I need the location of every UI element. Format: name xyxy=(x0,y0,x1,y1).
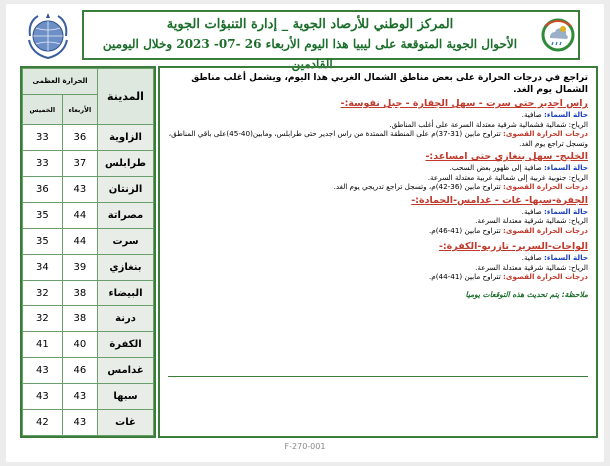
wmo-logo-icon xyxy=(24,10,72,62)
weather-center-logo-icon xyxy=(536,12,580,58)
header-box xyxy=(82,10,580,71)
max-temp-header: الحرارة العظمى xyxy=(23,69,98,95)
temp-label: درجات الحرارة القصوى: xyxy=(503,182,588,191)
wind-value: شمالية شرقية معتدلة السرعة. xyxy=(475,262,567,272)
table-row xyxy=(23,176,154,202)
temp-value: تتراوح مابين (31-37)م على المنطقة الممتدة من راس اجدير حتى طرابلس، ومابين(40-45)على باقي المناطق، وتسجل تراجع يوم الغد. xyxy=(168,129,588,148)
sky-label: حالة السماء: xyxy=(544,110,588,119)
table-row xyxy=(23,306,154,332)
divider xyxy=(168,376,588,377)
wed-temp-cell: 43 xyxy=(62,410,97,436)
table-row xyxy=(23,410,154,436)
city-cell: درنة xyxy=(98,306,154,332)
wed-temp-cell: 46 xyxy=(62,358,97,384)
sky-value: صافية إلى ظهور بعض السحب. xyxy=(449,163,542,172)
temp-value: تتراوح مابين (36-42)م، وتسجل تراجع تدريجي يوم الغد. xyxy=(333,182,501,191)
wed-temp-cell: 37 xyxy=(62,151,97,177)
note-label: ملاحظة: xyxy=(561,289,588,299)
wed-temp-cell: 39 xyxy=(62,254,97,280)
city-cell: سرت xyxy=(98,228,154,254)
forecast-section-oases xyxy=(166,241,588,282)
table-row xyxy=(23,332,154,358)
sky-label: حالة السماء: xyxy=(544,163,588,172)
thu-temp-cell: 35 xyxy=(23,228,63,254)
wind-label: الرياح: xyxy=(568,119,588,129)
page-title: المركز الوطني للأرصاد الجوية _ إدارة التنبؤات الجوية xyxy=(166,17,454,32)
sky-value: صافية. xyxy=(521,253,542,262)
thu-temp-cell: 34 xyxy=(23,254,63,280)
region-title: راس اجدير حتى سرت - سهل الجفارة - جبل نفوسة:- xyxy=(340,98,588,109)
region-title: الواحات-السرير- تازربو-الكفرة:- xyxy=(438,241,588,252)
city-cell: غدامس xyxy=(98,358,154,384)
table-row xyxy=(23,228,154,254)
thu-temp-cell: 32 xyxy=(23,280,63,306)
wed-temp-cell: 40 xyxy=(62,332,97,358)
table-row xyxy=(23,151,154,177)
thu-temp-cell: 43 xyxy=(23,358,63,384)
update-note xyxy=(166,290,588,299)
sky-value: صافية. xyxy=(521,110,542,119)
wind-value: شمالية شرقية معتدلة السرعة. xyxy=(475,216,567,225)
region-title: الخليج- سهل بنغازي حتى امساعد:- xyxy=(425,151,588,162)
temp-value: تتراوح مابين (41-44)م. xyxy=(428,272,501,281)
wed-temp-cell: 38 xyxy=(62,280,97,306)
sky-value: صافية. xyxy=(521,206,542,216)
forecast-section-gulf xyxy=(166,151,588,192)
forecast-intro: تراجع في درجات الحرارة على بعض مناطق الشمال الغربي هذا اليوم، ويشمل أغلب مناطق الشمال يوم الغد. xyxy=(191,73,588,95)
city-cell: مصراتة xyxy=(98,202,154,228)
city-cell: طرابلس xyxy=(98,151,154,177)
wed-temp-cell: 38 xyxy=(62,306,97,332)
wed-temp-cell: 36 xyxy=(62,125,97,151)
table-row xyxy=(23,280,154,306)
sky-label: حالة السماء: xyxy=(544,253,588,262)
thu-temp-cell: 41 xyxy=(23,332,63,358)
wind-label: الرياح: xyxy=(568,216,588,225)
temp-label: درجات الحرارة القصوى: xyxy=(503,225,588,235)
wind-value: جنوبية غربية إلى شمالية غربية معتدلة السرعة. xyxy=(427,172,567,182)
thu-temp-cell: 35 xyxy=(23,202,63,228)
thu-temp-cell: 42 xyxy=(23,410,63,436)
temp-label: درجات الحرارة القصوى: xyxy=(503,129,588,138)
forecast-section-northwest xyxy=(166,98,588,148)
city-cell: سبها xyxy=(98,384,154,410)
thu-temp-cell: 32 xyxy=(23,306,63,332)
table-row xyxy=(23,125,154,151)
table-row xyxy=(23,358,154,384)
table-row xyxy=(23,384,154,410)
sky-label: حالة السماء: xyxy=(544,206,588,216)
thu-temp-cell: 33 xyxy=(23,151,63,177)
dash-mark: _ xyxy=(172,368,176,377)
forecast-section-south xyxy=(166,195,588,236)
wed-temp-cell: 44 xyxy=(62,202,97,228)
table-row xyxy=(23,254,154,280)
wind-value: شمالية فشمالية شرقية معتدلة السرعة على أغلب المناطق. xyxy=(389,119,567,129)
wind-label: الرياح: xyxy=(568,262,588,272)
city-cell: بنغازي xyxy=(98,254,154,280)
city-column-header: المدينة xyxy=(98,69,154,125)
note-text: يتم تحديث هذه التوقعات يوميا xyxy=(465,289,560,299)
thu-temp-cell: 36 xyxy=(23,176,63,202)
page-subtitle: الأحوال الجوية المتوقعة على ليبيا هذا اليوم الأربعاء 26 -07- 2023 وخلال اليومين القادمين. xyxy=(102,37,518,71)
temp-label: درجات الحرارة القصوى: xyxy=(503,272,588,281)
wed-temp-cell: 44 xyxy=(62,228,97,254)
document-page xyxy=(6,4,604,462)
thu-temp-cell: 33 xyxy=(23,125,63,151)
max-temp-table xyxy=(20,66,156,438)
thu-temp-cell: 43 xyxy=(23,384,63,410)
city-cell: غات xyxy=(98,410,154,436)
day1-header: الأربعاء xyxy=(62,94,97,124)
region-title: الجفرة-سبها- غات - غدامس-الحمادة:- xyxy=(411,194,588,206)
day2-header: الخميس xyxy=(23,94,63,124)
city-cell: الزاوية xyxy=(98,125,154,151)
temp-value: تتراوح مابين (41-46)م. xyxy=(428,225,501,235)
city-cell: البيضاء xyxy=(98,280,154,306)
table-row xyxy=(23,202,154,228)
forecast-panel xyxy=(158,66,598,438)
wed-temp-cell: 43 xyxy=(62,384,97,410)
wed-temp-cell: 43 xyxy=(62,176,97,202)
wind-label: الرياح: xyxy=(568,172,588,182)
city-cell: الكفرة xyxy=(98,332,154,358)
city-cell: الزنتان xyxy=(98,176,154,202)
form-code: F-270-001 xyxy=(284,442,326,451)
